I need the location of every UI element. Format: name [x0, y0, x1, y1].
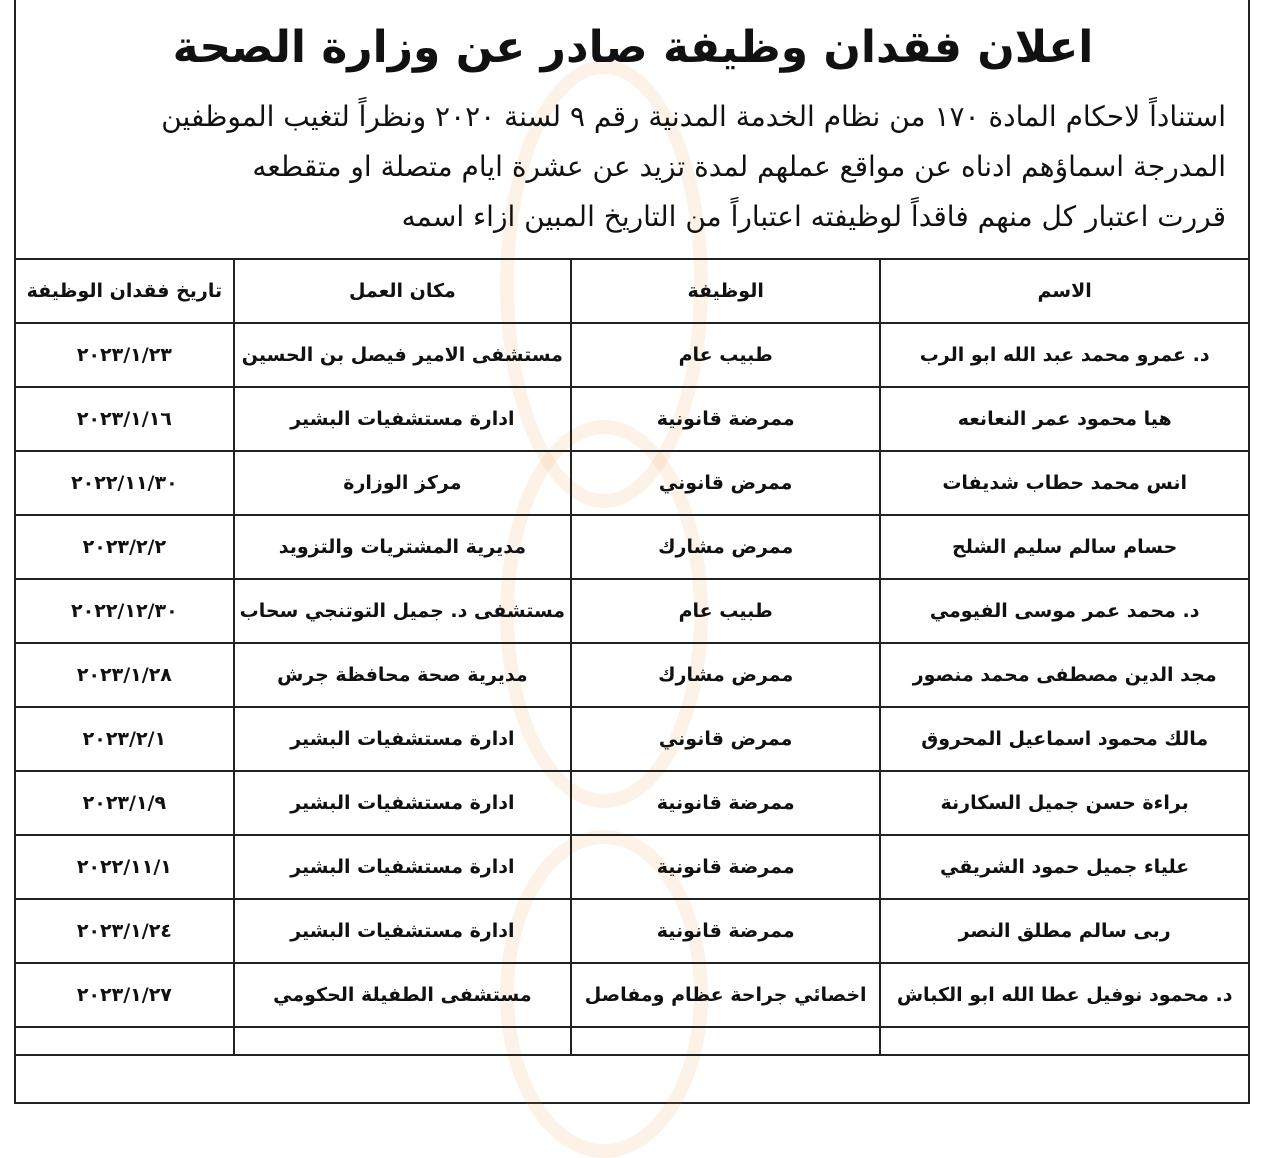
table-row [15, 899, 1249, 963]
cell-job: اخصائي جراحة عظام ومفاصل [571, 963, 880, 1027]
table-row [15, 707, 1249, 771]
table-row [15, 451, 1249, 515]
cell-date: ٢٠٢٣/٢/٢ [15, 515, 234, 579]
cell-workplace: ادارة مستشفيات البشير [234, 707, 571, 771]
cell-workplace: مديرية المشتريات والتزويد [234, 515, 571, 579]
cell-job: طبيب عام [571, 323, 880, 387]
empty-cell [880, 1027, 1249, 1055]
cell-workplace: ادارة مستشفيات البشير [234, 835, 571, 899]
table-row [15, 323, 1249, 387]
cell-job: ممرضة قانونية [571, 387, 880, 451]
cell-job: ممرض مشارك [571, 643, 880, 707]
announcement-paragraph [30, 92, 1226, 242]
table-row [15, 643, 1249, 707]
header-name: الاسم [880, 259, 1249, 323]
cell-job: ممرضة قانونية [571, 771, 880, 835]
cell-name: د. محمود نوفيل عطا الله ابو الكباش [880, 963, 1249, 1027]
empty-cell [234, 1027, 571, 1055]
cell-name: انس محمد حطاب شديفات [880, 451, 1249, 515]
cell-job: ممرضة قانونية [571, 835, 880, 899]
cell-job: طبيب عام [571, 579, 880, 643]
cell-date: ٢٠٢٢/١٢/٣٠ [15, 579, 234, 643]
cell-date: ٢٠٢٢/١١/١ [15, 835, 234, 899]
cell-date: ٢٠٢٣/١/٩ [15, 771, 234, 835]
cell-name: د. محمد عمر موسى الفيومي [880, 579, 1249, 643]
header-workplace: مكان العمل [234, 259, 571, 323]
cell-job: ممرضة قانونية [571, 899, 880, 963]
table-row [15, 387, 1249, 451]
cell-name: مجد الدين مصطفى محمد منصور [880, 643, 1249, 707]
cell-date: ٢٠٢٣/١/٢٧ [15, 963, 234, 1027]
cell-date: ٢٠٢٣/١/٢٣ [15, 323, 234, 387]
table-row [15, 579, 1249, 643]
cell-name: براءة حسن جميل السكارنة [880, 771, 1249, 835]
paragraph-line: استناداً لاحكام المادة ١٧٠ من نظام الخدمة المدنية رقم ٩ لسنة ٢٠٢٠ ونظراً لتغيب الموظفين [161, 100, 1226, 133]
cell-workplace: مركز الوزارة [234, 451, 571, 515]
cell-name: علياء جميل حمود الشريقي [880, 835, 1249, 899]
cell-date: ٢٠٢٣/١/١٦ [15, 387, 234, 451]
cell-date: ٢٠٢٣/١/٢٨ [15, 643, 234, 707]
empty-cell [15, 1027, 234, 1055]
table-row [15, 963, 1249, 1027]
cell-name: مالك محمود اسماعيل المحروق [880, 707, 1249, 771]
table-header-row [15, 259, 1249, 323]
cell-name: حسام سالم سليم الشلح [880, 515, 1249, 579]
cell-workplace: ادارة مستشفيات البشير [234, 387, 571, 451]
empty-row [15, 1027, 1249, 1055]
cell-workplace: مستشفى الطفيلة الحكومي [234, 963, 571, 1027]
empty-cell [571, 1027, 880, 1055]
employees-table [14, 258, 1250, 1056]
paragraph-line: قررت اعتبار كل منهم فاقداً لوظيفته اعتباراً من التاريخ المبين ازاء اسمه [401, 200, 1226, 233]
page-title: اعلان فقدان وظيفة صادر عن وزارة الصحة [172, 22, 1094, 73]
header-date: تاريخ فقدان الوظيفة [15, 259, 234, 323]
cell-name: د. عمرو محمد عبد الله ابو الرب [880, 323, 1249, 387]
paragraph-line: المدرجة اسماؤهم ادناه عن مواقع عملهم لمدة تزيد عن عشرة ايام متصلة او متقطعه [252, 150, 1226, 183]
cell-workplace: مستشفى الامير فيصل بن الحسين [234, 323, 571, 387]
cell-date: ٢٠٢٣/٢/١ [15, 707, 234, 771]
cell-date: ٢٠٢٣/١/٢٤ [15, 899, 234, 963]
header-job: الوظيفة [571, 259, 880, 323]
cell-name: هيا محمود عمر النعانعه [880, 387, 1249, 451]
cell-workplace: مستشفى د. جميل التوتنجي سحاب [234, 579, 571, 643]
table-row [15, 771, 1249, 835]
cell-workplace: مديرية صحة محافظة جرش [234, 643, 571, 707]
cell-name: ربى سالم مطلق النصر [880, 899, 1249, 963]
cell-workplace: ادارة مستشفيات البشير [234, 899, 571, 963]
cell-date: ٢٠٢٢/١١/٣٠ [15, 451, 234, 515]
cell-job: ممرض قانوني [571, 707, 880, 771]
table-row [15, 515, 1249, 579]
table-row [15, 835, 1249, 899]
cell-job: ممرض قانوني [571, 451, 880, 515]
cell-job: ممرض مشارك [571, 515, 880, 579]
cell-workplace: ادارة مستشفيات البشير [234, 771, 571, 835]
